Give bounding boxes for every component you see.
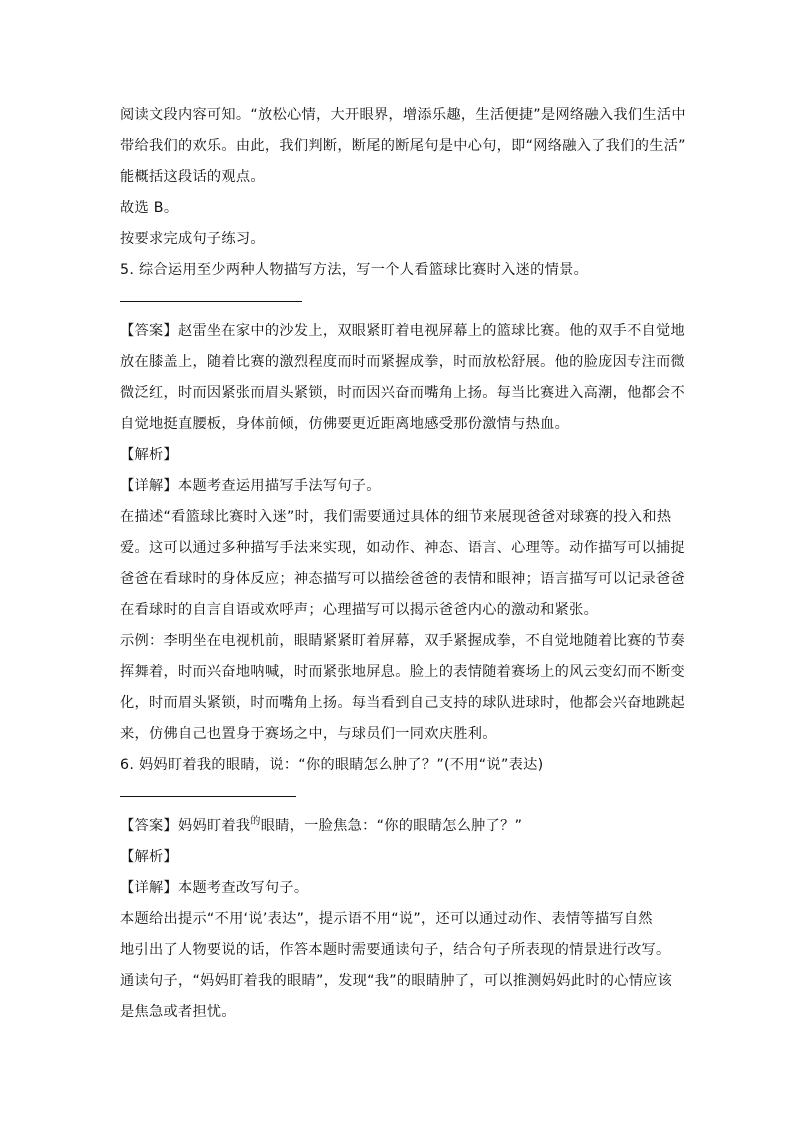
document-body xyxy=(120,100,686,1028)
answer-5-line: 【答案】赵雷坐在家中的沙发上，双眼紧盯着电视屏幕上的篮球比赛。他的双手不自觉地 xyxy=(120,323,686,339)
answer-5-line: 放在膝盖上，随着比赛的激烈程度而时而紧握成拳，时而放松舒展。他的脸庞因专注而微 xyxy=(120,354,686,370)
detail-heading: 【详解】本题考查改写句子。 xyxy=(120,880,309,896)
example-line: 来，仿佛自己也置身于赛场之中，与球员们一同欢庆胜利。 xyxy=(120,726,497,742)
answer-blank-5 xyxy=(120,286,680,316)
text-line: 通读句子，“妈妈盯着我的眼睛”，发现“我”的眼睛肿了，可以推测妈妈此时的心情应该 xyxy=(120,973,673,989)
text-line: 故选 B。 xyxy=(120,200,179,216)
analysis-heading: 【解析】 xyxy=(120,447,178,463)
question-5: 5. 综合运用至少两种人物描写方法，写一个人看篮球比赛时入迷的情景。 xyxy=(120,262,589,278)
text-line: 本题给出提示“不用‘说’表达”，提示语不用“说”，还可以通过动作、表情等描写自然 xyxy=(120,911,653,927)
answer-6-line xyxy=(120,811,680,842)
text-line: 阅读文段内容可知。“放松心情，大开眼界，增添乐趣，生活便捷”是网络融入我们生活中 xyxy=(120,107,686,123)
text-line: 是焦急或者担忧。 xyxy=(120,1004,236,1020)
text-line: 爱。这可以通过多种描写手法来实现，如动作、神态、语言、心理等。动作描写可以捕捉 xyxy=(120,540,686,556)
text-line: 地引出了人物要说的话，作答本题时需要通读句子，结合句子所表现的情景进行改写。 xyxy=(120,942,671,958)
detail-heading: 【详解】本题考查运用描写手法写句子。 xyxy=(120,478,381,494)
text-line: 在看球时的自言自语或欢呼声；心理描写可以揭示爸爸内心的激动和紧张。 xyxy=(120,602,599,618)
example-line: 示例：李明坐在电视机前，眼睛紧紧盯着屏幕，双手紧握成拳，不自觉地随着比赛的节奏 xyxy=(120,633,686,649)
text-line: 在描述“看篮球比赛时入迷”时，我们需要通过具体的细节来展现爸爸对球赛的投入和热 xyxy=(120,509,672,525)
answer-5-line: 自觉地挺直腰板，身体前倾，仿佛要更近距离地感受那份激情与热血。 xyxy=(120,416,570,432)
answer-6-small-char: 的 xyxy=(250,816,261,827)
analysis-heading: 【解析】 xyxy=(120,849,178,865)
answer-5-line: 微泛红，时而因紧张而眉头紧锁，时而因兴奋而嘴角上扬。每当比赛进入高潮，他都会不 xyxy=(120,385,686,401)
answer-6-prefix: 【答案】妈妈盯着我 xyxy=(120,818,251,834)
text-line: 带给我们的欢乐。由此，我们判断，断尾的断尾句是中心句，即“网络融入了我们的生活” xyxy=(120,138,686,154)
answer-blank-6 xyxy=(120,781,680,811)
question-6: 6. 妈妈盯着我的眼睛，说：“你的眼睛怎么肿了？”(不用“说”表达) xyxy=(120,757,544,773)
answer-underline xyxy=(120,796,296,797)
text-line: 爸爸在看球时的身体反应；神态描写可以描绘爸爸的表情和眼神；语言描写可以记录爸爸 xyxy=(120,571,686,587)
answer-6-suffix: 眼睛，一脸焦急：“你的眼睛怎么肿了？” xyxy=(260,818,523,834)
text-line: 能概括这段话的观点。 xyxy=(120,169,265,185)
example-line: 挥舞着，时而兴奋地呐喊，时而紧张地屏息。脸上的表情随着赛场上的风云变幻而不断变 xyxy=(120,664,686,680)
example-line: 化，时而眉头紧锁，时而嘴角上扬。每当看到自己支持的球队进球时，他都会兴奋地跳起 xyxy=(120,695,686,711)
text-line: 按要求完成句子练习。 xyxy=(120,231,265,247)
answer-underline xyxy=(120,301,302,302)
